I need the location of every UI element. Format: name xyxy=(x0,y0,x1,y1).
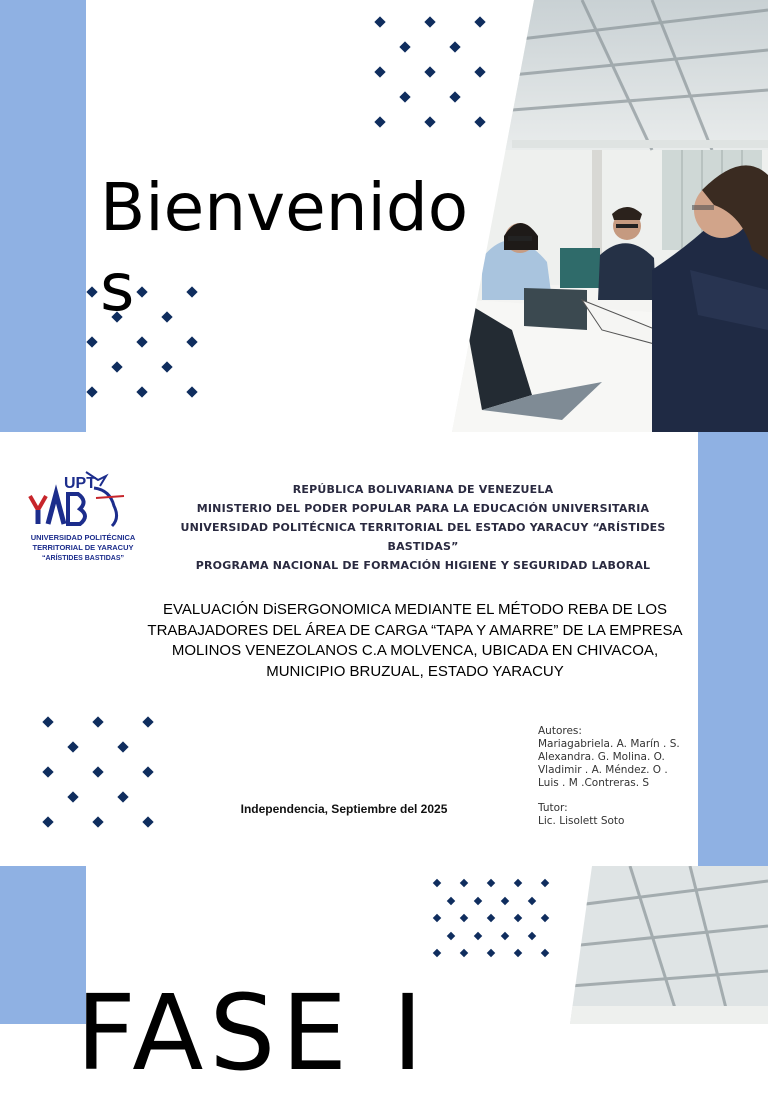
diamond-dot-icon xyxy=(527,931,535,939)
logo-acronym-top: UPT xyxy=(64,475,96,492)
diamond-dot-icon xyxy=(473,896,481,904)
phase-title: FASE I xyxy=(76,972,429,1094)
header-line: UNIVERSIDAD POLITÉCNICA TERRITORIAL DEL ESTADO YARACUY “ARÍSTIDES BASTIDAS” xyxy=(180,521,666,553)
diamond-dot-icon xyxy=(433,914,441,922)
diamond-dot-icon xyxy=(142,716,153,727)
tutor-block xyxy=(538,802,698,828)
diamond-dot-icon xyxy=(374,116,385,127)
diamond-dot-icon xyxy=(527,896,535,904)
diamond-dot-icon xyxy=(541,914,549,922)
diamond-dot-icon xyxy=(86,386,97,397)
diamond-dot-icon xyxy=(474,16,485,27)
diamond-dot-icon xyxy=(541,949,549,957)
diamond-dot-icon xyxy=(142,816,153,827)
diamond-dot-icon xyxy=(186,386,197,397)
diamond-dot-icon xyxy=(136,336,147,347)
author-name: Vladimir . A. Méndez. O . xyxy=(538,764,668,776)
diamond-dot-icon xyxy=(424,66,435,77)
diamond-dot-icon xyxy=(446,896,454,904)
accent-bar xyxy=(0,0,86,432)
diamond-dot-icon xyxy=(92,816,103,827)
diamond-dot-icon xyxy=(117,741,128,752)
diamond-dot-icon xyxy=(86,286,97,297)
diamond-dot-icon xyxy=(67,741,78,752)
diamond-dot-icon xyxy=(449,41,460,52)
diamond-dot-icon xyxy=(487,949,495,957)
diamond-dot-icon xyxy=(117,791,128,802)
office-ceiling-image xyxy=(570,866,768,1024)
diamond-dot-icon xyxy=(374,66,385,77)
dot-pattern-phase xyxy=(434,880,560,960)
upt-yab-logo-icon xyxy=(24,468,142,572)
tutor-label: Tutor: xyxy=(538,802,568,814)
diamond-dot-icon xyxy=(424,116,435,127)
diamond-dot-icon xyxy=(433,949,441,957)
dot-pattern-cover xyxy=(44,718,160,830)
institution-header xyxy=(150,480,696,575)
office-photo xyxy=(570,866,768,1024)
logo-line-1: UNIVERSIDAD POLITÉCNICA xyxy=(30,533,136,542)
diamond-dot-icon xyxy=(42,716,53,727)
diamond-dot-icon xyxy=(42,766,53,777)
diamond-dot-icon xyxy=(86,336,97,347)
diamond-dot-icon xyxy=(42,816,53,827)
authors-block xyxy=(538,725,698,790)
diamond-dot-icon xyxy=(541,879,549,887)
accent-bar xyxy=(0,866,86,1024)
diamond-dot-icon xyxy=(399,41,410,52)
header-line: MINISTERIO DEL PODER POPULAR PARA LA EDUCACIÓN UNIVERSITARIA xyxy=(196,502,650,515)
diamond-dot-icon xyxy=(142,766,153,777)
thesis-title: EVALUACIÓN DiSERGONOMICA MEDIANTE EL MÉTODO REBA DE LOS TRABAJADORES DEL ÁREA DE CARGA “TAPA Y AMARRE” DE LA EMPRESA MOLINOS VENEZOLANOS C.A MOLVENCA, UBICADA EN CHIVACOA, MUNICIPIO BRUZUAL, ESTADO YARACUY xyxy=(147,601,683,680)
diamond-dot-icon xyxy=(92,716,103,727)
diamond-dot-icon xyxy=(474,66,485,77)
diamond-dot-icon xyxy=(424,16,435,27)
header-line: PROGRAMA NACIONAL DE FORMACIÓN HIGIENE Y SEGURIDAD LABORAL xyxy=(195,559,651,572)
diamond-dot-icon xyxy=(514,914,522,922)
diamond-dot-icon xyxy=(111,361,122,372)
header-line: REPÚBLICA BOLIVARIANA DE VENEZUELA xyxy=(292,483,554,496)
logo-line-3: “ARÍSTIDES BASTIDAS” xyxy=(41,555,125,562)
diamond-dot-icon xyxy=(92,766,103,777)
diamond-dot-icon xyxy=(473,931,481,939)
diamond-dot-icon xyxy=(460,914,468,922)
logo-line-2: TERRITORIAL DE YARACUY xyxy=(32,543,134,552)
diamond-dot-icon xyxy=(136,386,147,397)
diamond-dot-icon xyxy=(449,91,460,102)
diamond-dot-icon xyxy=(500,931,508,939)
diamond-dot-icon xyxy=(446,931,454,939)
diamond-dot-icon xyxy=(374,16,385,27)
slide-welcome xyxy=(0,0,768,432)
authors-label: Autores: xyxy=(538,725,582,737)
author-name: Mariagabriela. A. Marín . S. xyxy=(538,738,680,750)
diamond-dot-icon xyxy=(399,91,410,102)
office-meeting-image xyxy=(452,0,768,432)
diamond-dot-icon xyxy=(161,361,172,372)
author-name: Luis . M .Contreras. S xyxy=(538,777,650,789)
slide-phase xyxy=(0,866,768,1094)
diamond-dot-icon xyxy=(67,791,78,802)
office-photo xyxy=(452,0,768,432)
university-logo xyxy=(24,468,142,572)
diamond-dot-icon xyxy=(514,879,522,887)
welcome-title: Bienvenidos xyxy=(100,169,469,326)
diamond-dot-icon xyxy=(433,879,441,887)
diamond-dot-icon xyxy=(186,336,197,347)
author-name: Alexandra. G. Molina. O. xyxy=(538,751,665,763)
diamond-dot-icon xyxy=(460,879,468,887)
accent-bar xyxy=(698,432,768,866)
diamond-dot-icon xyxy=(460,949,468,957)
dot-pattern-top xyxy=(376,18,492,130)
diamond-dot-icon xyxy=(514,949,522,957)
place-date: Independencia, Septiembre del 2025 xyxy=(240,802,448,816)
diamond-dot-icon xyxy=(487,914,495,922)
slide-cover xyxy=(0,432,768,866)
diamond-dot-icon xyxy=(474,116,485,127)
tutor-name: Lic. Lisolett Soto xyxy=(538,815,625,827)
diamond-dot-icon xyxy=(500,896,508,904)
diamond-dot-icon xyxy=(487,879,495,887)
